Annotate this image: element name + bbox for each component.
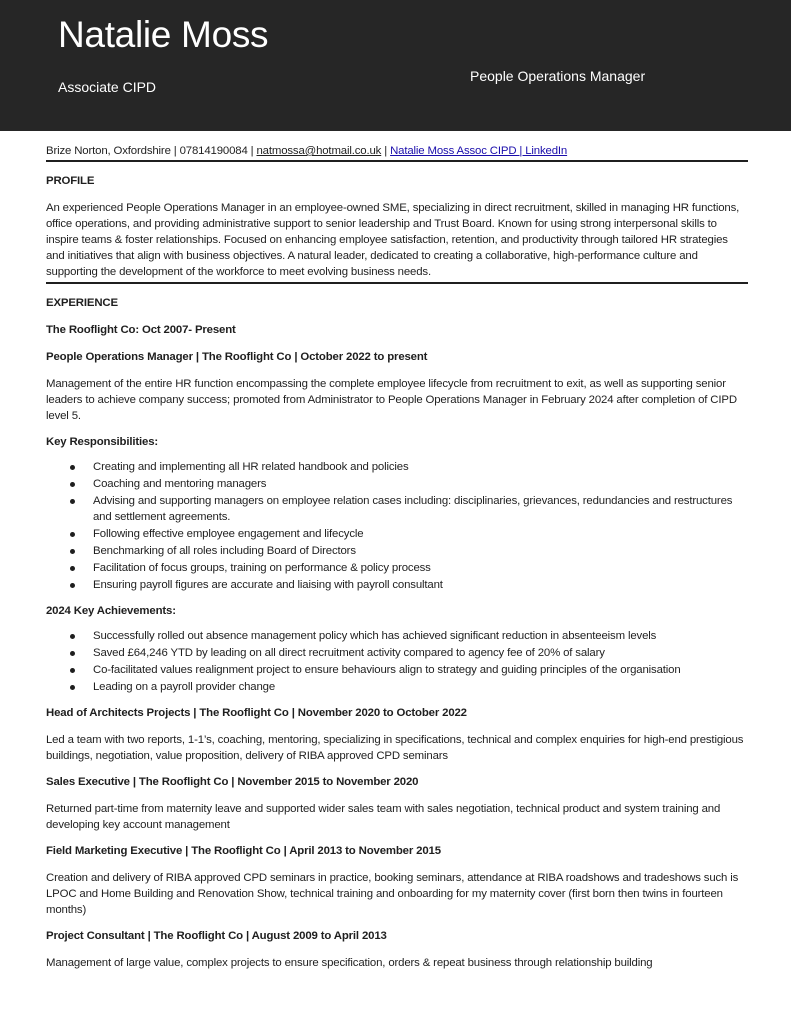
bullet-icon (70, 532, 75, 537)
divider (46, 160, 748, 162)
role-desc: Management of large value, complex projects to ensure specification, orders & repeat business through relationship building (46, 957, 653, 969)
list-item: Coaching and mentoring managers (46, 476, 748, 492)
role-title: Sales Executive | The Rooflight Co | November 2015 to November 2020 (46, 776, 419, 788)
resume-body (46, 143, 748, 971)
role-title: Project Consultant | The Rooflight Co | August 2009 to April 2013 (46, 930, 387, 942)
list-item: Ensuring payroll figures are accurate and liaising with payroll consultant (46, 577, 748, 593)
current-role-desc: Management of the entire HR function encompassing the complete employee lifecycle from recruitment to exit, as well as supporting senior leaders to achieve company success; promoted from Administrator to People Operations Manager in February 2024 after completion of CIPD level 5. (46, 378, 737, 422)
bullet-icon (70, 668, 75, 673)
linkedin-link[interactable]: Natalie Moss Assoc CIPD | LinkedIn (390, 145, 568, 157)
contact-line (46, 143, 748, 160)
role-title: Head of Architects Projects | The Rooflight Co | November 2020 to October 2022 (46, 707, 467, 719)
list-item: Successfully rolled out absence management policy which has achieved significant reduction in absenteeism levels (46, 628, 748, 644)
bullet-icon (70, 634, 75, 639)
role-desc: Returned part-time from maternity leave and supported wider sales team with sales negotiation, technical product and system training and developing key account management (46, 803, 721, 831)
list-item: Co-facilitated values realignment project to ensure behaviours align to strategy and guiding principles of the organisation (46, 662, 748, 678)
responsibilities-list (46, 459, 748, 593)
achievements-list (46, 628, 748, 695)
responsibilities-label: Key Responsibilities: (46, 436, 159, 448)
bullet-icon (70, 499, 75, 504)
achievements-label: 2024 Key Achievements: (46, 605, 176, 617)
list-item: Saved £64,246 YTD by leading on all direct recruitment activity compared to agency fee of 20% of salary (46, 645, 748, 661)
role-title: Field Marketing Executive | The Rooflight Co | April 2013 to November 2015 (46, 845, 441, 857)
company-line: The Rooflight Co: Oct 2007- Present (46, 324, 236, 336)
divider (46, 282, 748, 284)
resume-header (0, 0, 791, 131)
list-item: Creating and implementing all HR related handbook and policies (46, 459, 748, 475)
role-desc: Led a team with two reports, 1-1’s, coaching, mentoring, specializing in specifications, technical and complex enquiries for high-end prestigious buildings, negotiation, value proposition, delivery of RIBA approved CPD seminars (46, 734, 744, 762)
bullet-icon (70, 651, 75, 656)
list-item: Facilitation of focus groups, training on performance & policy process (46, 560, 748, 576)
current-role-title: People Operations Manager | The Rooflight Co | October 2022 to present (46, 351, 428, 363)
profile-text: An experienced People Operations Manager in an employee-owned SME, specializing in direct recruitment, skilled in managing HR functions, office operations, and providing administrative support to senior leadership and Trust Board. Known for using strong interpersonal skills to inspire teams & foster relationships. Focused on enhancing employee satisfaction, retention, and productivity through tailored HR strategies and initiatives that align with business objectives. A natural leader, dedicated to creating a collaborative, high-performance culture and supporting the development of the workforce to meet evolving business needs. (46, 202, 740, 278)
list-item: Following effective employee engagement and lifecycle (46, 526, 748, 542)
bullet-icon (70, 549, 75, 554)
profile-heading: PROFILE (46, 175, 95, 187)
job-role-label: People Operations Manager (470, 68, 646, 84)
role-desc: Creation and delivery of RIBA approved CPD seminars in practice, booking seminars, attendance at RIBA roadshows and tradeshows such is LPOC and Home Building and Renovation Show, technical training and onboarding for my maternity cover (first born then twins in fourteen months) (46, 872, 739, 916)
bullet-icon (70, 685, 75, 690)
list-item: Advising and supporting managers on employee relation cases including: disciplinaries, grievances, redundancies and restructures and settlement agreements. (46, 493, 748, 525)
credential-label: Associate CIPD (58, 79, 157, 95)
contact-prefix: Brize Norton, Oxfordshire | 07814190084 | (46, 145, 257, 157)
bullet-icon (70, 566, 75, 571)
email-link[interactable]: natmossa@hotmail.co.uk (256, 145, 382, 157)
bullet-icon (70, 465, 75, 470)
candidate-name: Natalie Moss (58, 14, 269, 55)
bullet-icon (70, 482, 75, 487)
bullet-icon (70, 583, 75, 588)
experience-heading: EXPERIENCE (46, 297, 118, 309)
contact-separator: | (381, 145, 391, 157)
list-item: Benchmarking of all roles including Board of Directors (46, 543, 748, 559)
list-item: Leading on a payroll provider change (46, 679, 748, 695)
